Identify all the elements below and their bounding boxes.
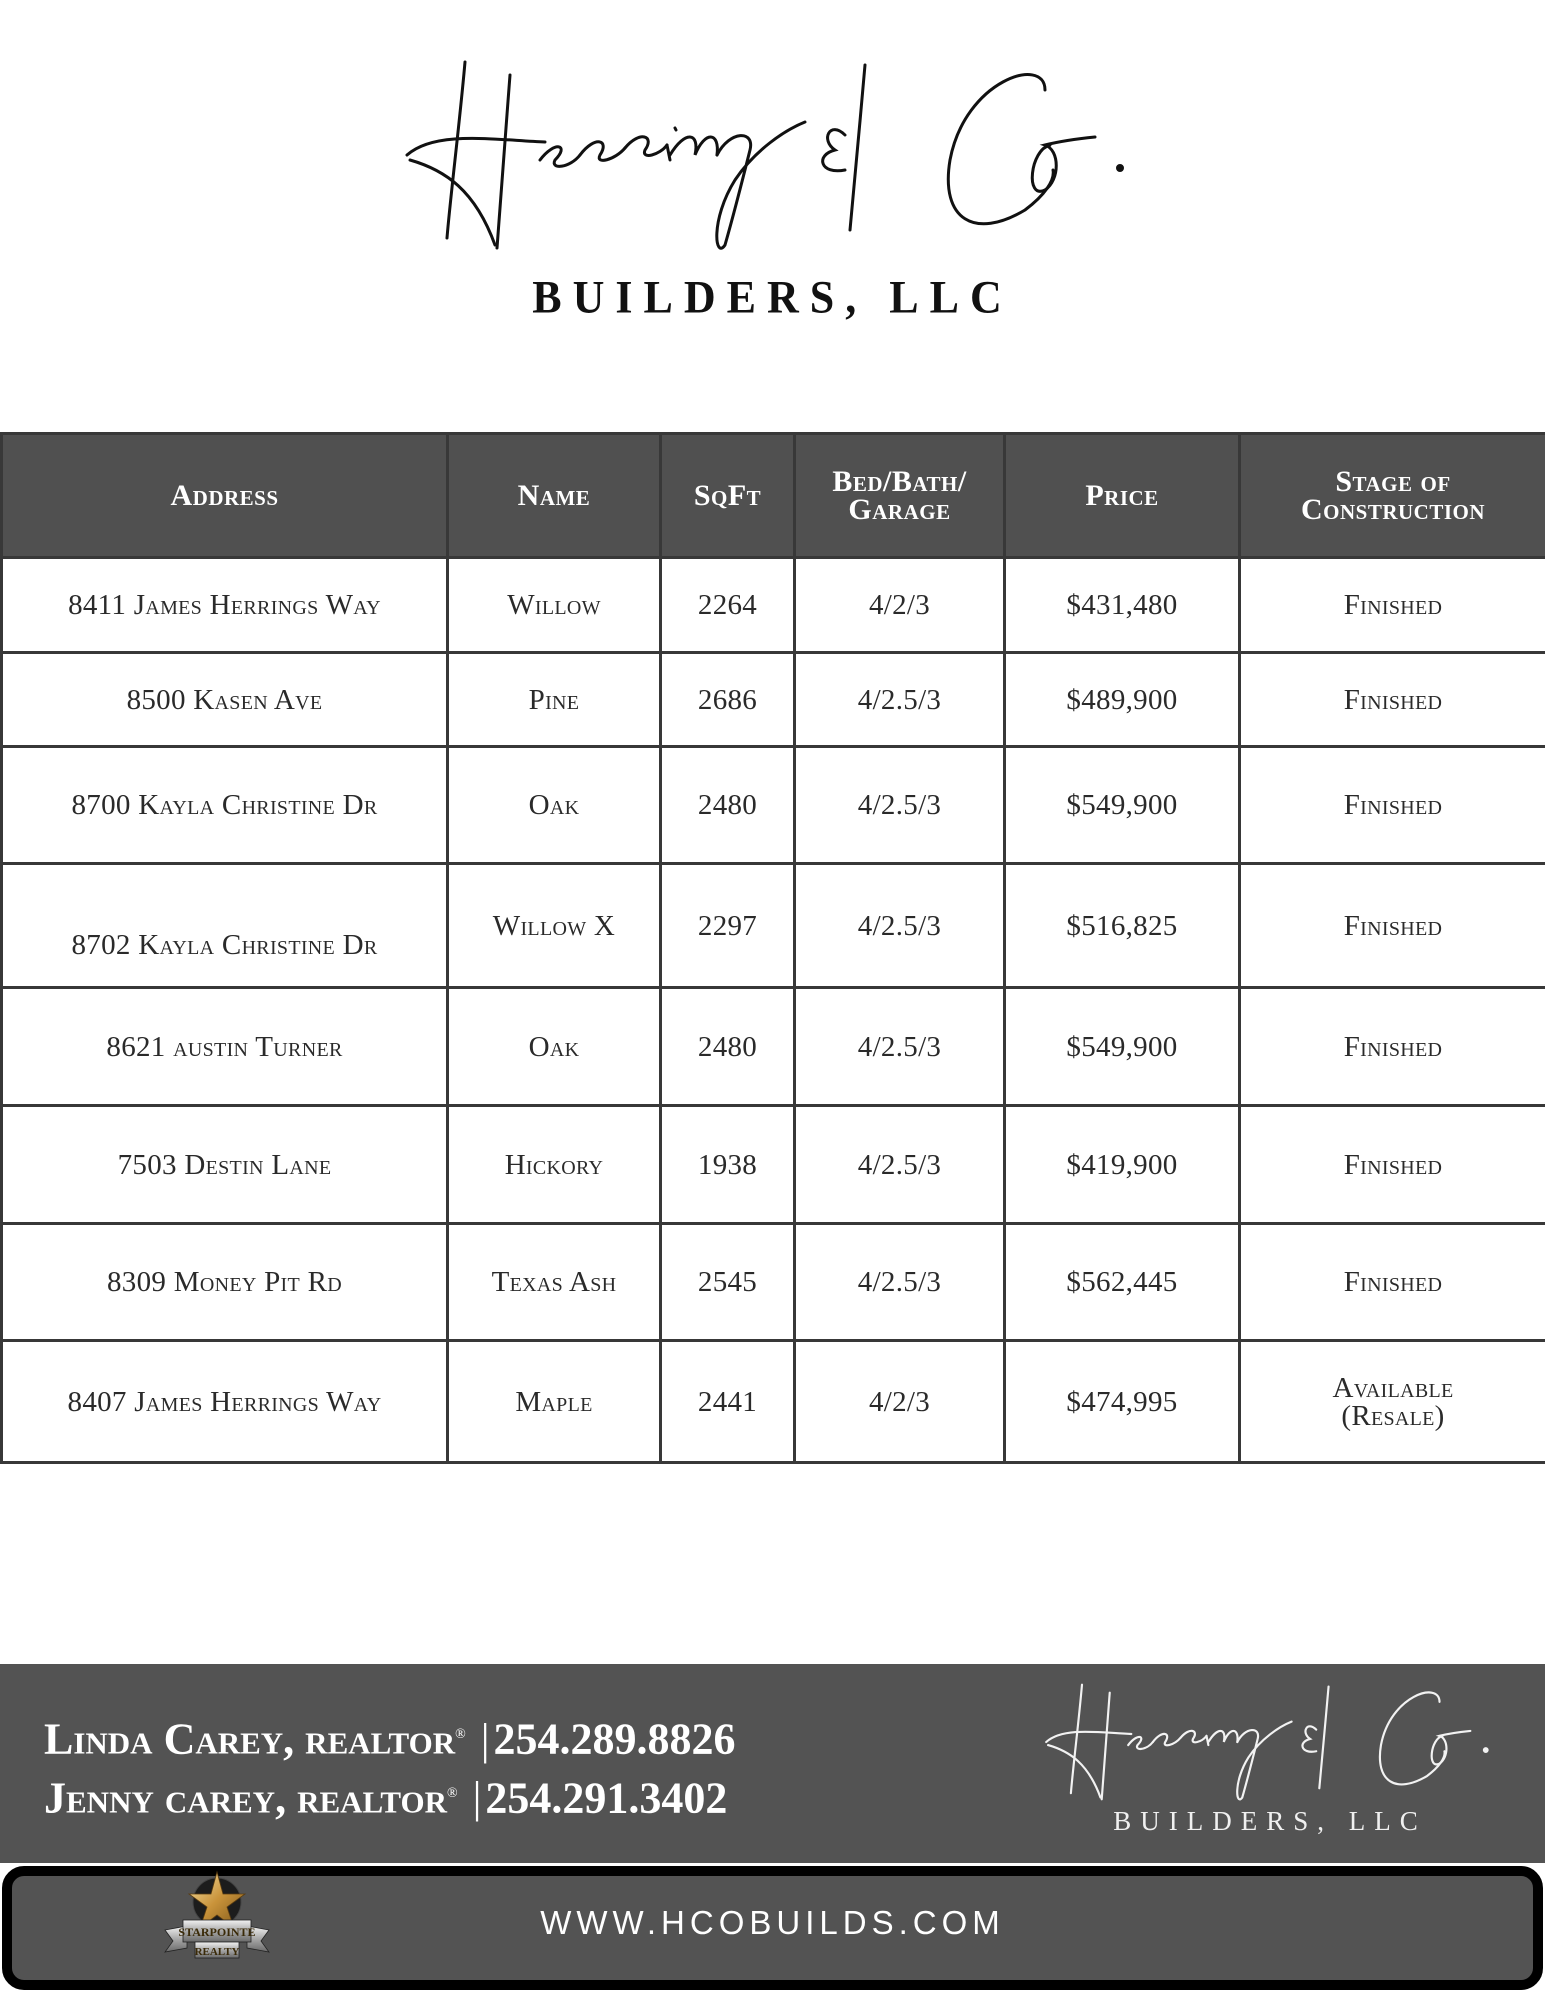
website-link[interactable]: WWW.HCOBUILDS.COM [540, 1904, 1005, 1941]
cell-address: 8500 Kasen Ave [2, 653, 448, 747]
table-row [2, 558, 1545, 653]
cell-stage: Finished [1240, 558, 1545, 653]
cell-bed-bath-garage: 4/2.5/3 [795, 988, 1005, 1106]
contact-list [44, 1708, 736, 1825]
cell-stage: Finished [1240, 653, 1545, 747]
cell-price: $419,900 [1005, 1106, 1240, 1224]
table-row [2, 1341, 1545, 1463]
brand-subtitle: BUILDERS, LLC [532, 271, 1013, 324]
cell-stage: Finished [1240, 1224, 1545, 1341]
column-header-address: Address [2, 434, 448, 558]
cell-sqft: 2480 [661, 747, 795, 864]
cell-price: $516,825 [1005, 864, 1240, 988]
cell-bed-bath-garage: 4/2.5/3 [795, 653, 1005, 747]
listings-table [0, 432, 1545, 1464]
column-header-price: Price [1005, 434, 1240, 558]
footer-brand-logo [1040, 1674, 1500, 1854]
cell-price: $549,900 [1005, 747, 1240, 864]
cell-bed-bath-garage: 4/2/3 [795, 1341, 1005, 1463]
cell-price: $489,900 [1005, 653, 1240, 747]
svg-text:STARPOINTE: STARPOINTE [178, 1925, 256, 1939]
contact-jenny: Jenny carey, realtor® |254.291.3402 [44, 1773, 728, 1823]
cell-price: $549,900 [1005, 988, 1240, 1106]
cell-address: 8621 austin Turner [2, 988, 448, 1106]
cell-price: $431,480 [1005, 558, 1240, 653]
cell-sqft: 1938 [661, 1106, 795, 1224]
cell-name: Hickory [448, 1106, 661, 1224]
table-row [2, 653, 1545, 747]
cell-sqft: 2297 [661, 864, 795, 988]
website-banner [2, 1866, 1543, 1990]
column-header-bed-bath-garage: Bed/Bath/ Garage [795, 434, 1005, 558]
cell-bed-bath-garage: 4/2.5/3 [795, 1106, 1005, 1224]
cell-stage: Finished [1240, 1106, 1545, 1224]
contact-linda: Linda Carey, realtor® |254.289.8826 [44, 1714, 736, 1764]
column-header-sqft: SqFt [661, 434, 795, 558]
column-header-stage: Stage of Construction [1240, 434, 1545, 558]
cell-address: 8411 James Herrings Way [2, 558, 448, 653]
cell-address: 8700 Kayla Christine Dr [2, 747, 448, 864]
table-row [2, 1224, 1545, 1341]
cell-bed-bath-garage: 4/2.5/3 [795, 747, 1005, 864]
cell-sqft: 2480 [661, 988, 795, 1106]
table-row [2, 1106, 1545, 1224]
cell-bed-bath-garage: 4/2.5/3 [795, 864, 1005, 988]
phone-number[interactable]: 254.289.8826 [493, 1714, 736, 1764]
phone-number[interactable]: 254.291.3402 [485, 1773, 728, 1823]
cell-stage: Finished [1240, 988, 1545, 1106]
cell-stage: Finished [1240, 864, 1545, 988]
cell-name: Oak [448, 747, 661, 864]
cell-stage: Finished [1240, 747, 1545, 864]
table-header-row [2, 434, 1545, 558]
footer-contact-band [0, 1664, 1545, 1863]
cell-price: $474,995 [1005, 1341, 1240, 1463]
column-header-name: Name [448, 434, 661, 558]
table-row [2, 988, 1545, 1106]
cell-name: Pine [448, 653, 661, 747]
table-row [2, 864, 1545, 988]
cell-stage: Available (Resale) [1240, 1341, 1545, 1463]
cell-name: Willow [448, 558, 661, 653]
svg-text:REALTY: REALTY [194, 1946, 240, 1958]
herring-co-script-logo-icon [405, 60, 1135, 250]
cell-name: Maple [448, 1341, 661, 1463]
cell-name: Oak [448, 988, 661, 1106]
cell-bed-bath-garage: 4/2/3 [795, 558, 1005, 653]
cell-sqft: 2264 [661, 558, 795, 653]
herring-co-script-logo-icon [1045, 1682, 1495, 1802]
cell-name: Texas Ash [448, 1224, 661, 1341]
cell-address: 8702 Kayla Christine Dr [2, 864, 448, 988]
cell-bed-bath-garage: 4/2.5/3 [795, 1224, 1005, 1341]
cell-sqft: 2545 [661, 1224, 795, 1341]
cell-price: $562,445 [1005, 1224, 1240, 1341]
listings-table-container [0, 432, 1545, 1464]
cell-name: Willow X [448, 864, 661, 988]
cell-address: 7503 Destin Lane [2, 1106, 448, 1224]
cell-address: 8407 James Herrings Way [2, 1341, 448, 1463]
cell-sqft: 2686 [661, 653, 795, 747]
cell-sqft: 2441 [661, 1341, 795, 1463]
brand-logo [0, 0, 1545, 340]
table-row [2, 747, 1545, 864]
cell-address: 8309 Money Pit Rd [2, 1224, 448, 1341]
footer-brand-subtitle: BUILDERS, LLC [1113, 1806, 1427, 1836]
